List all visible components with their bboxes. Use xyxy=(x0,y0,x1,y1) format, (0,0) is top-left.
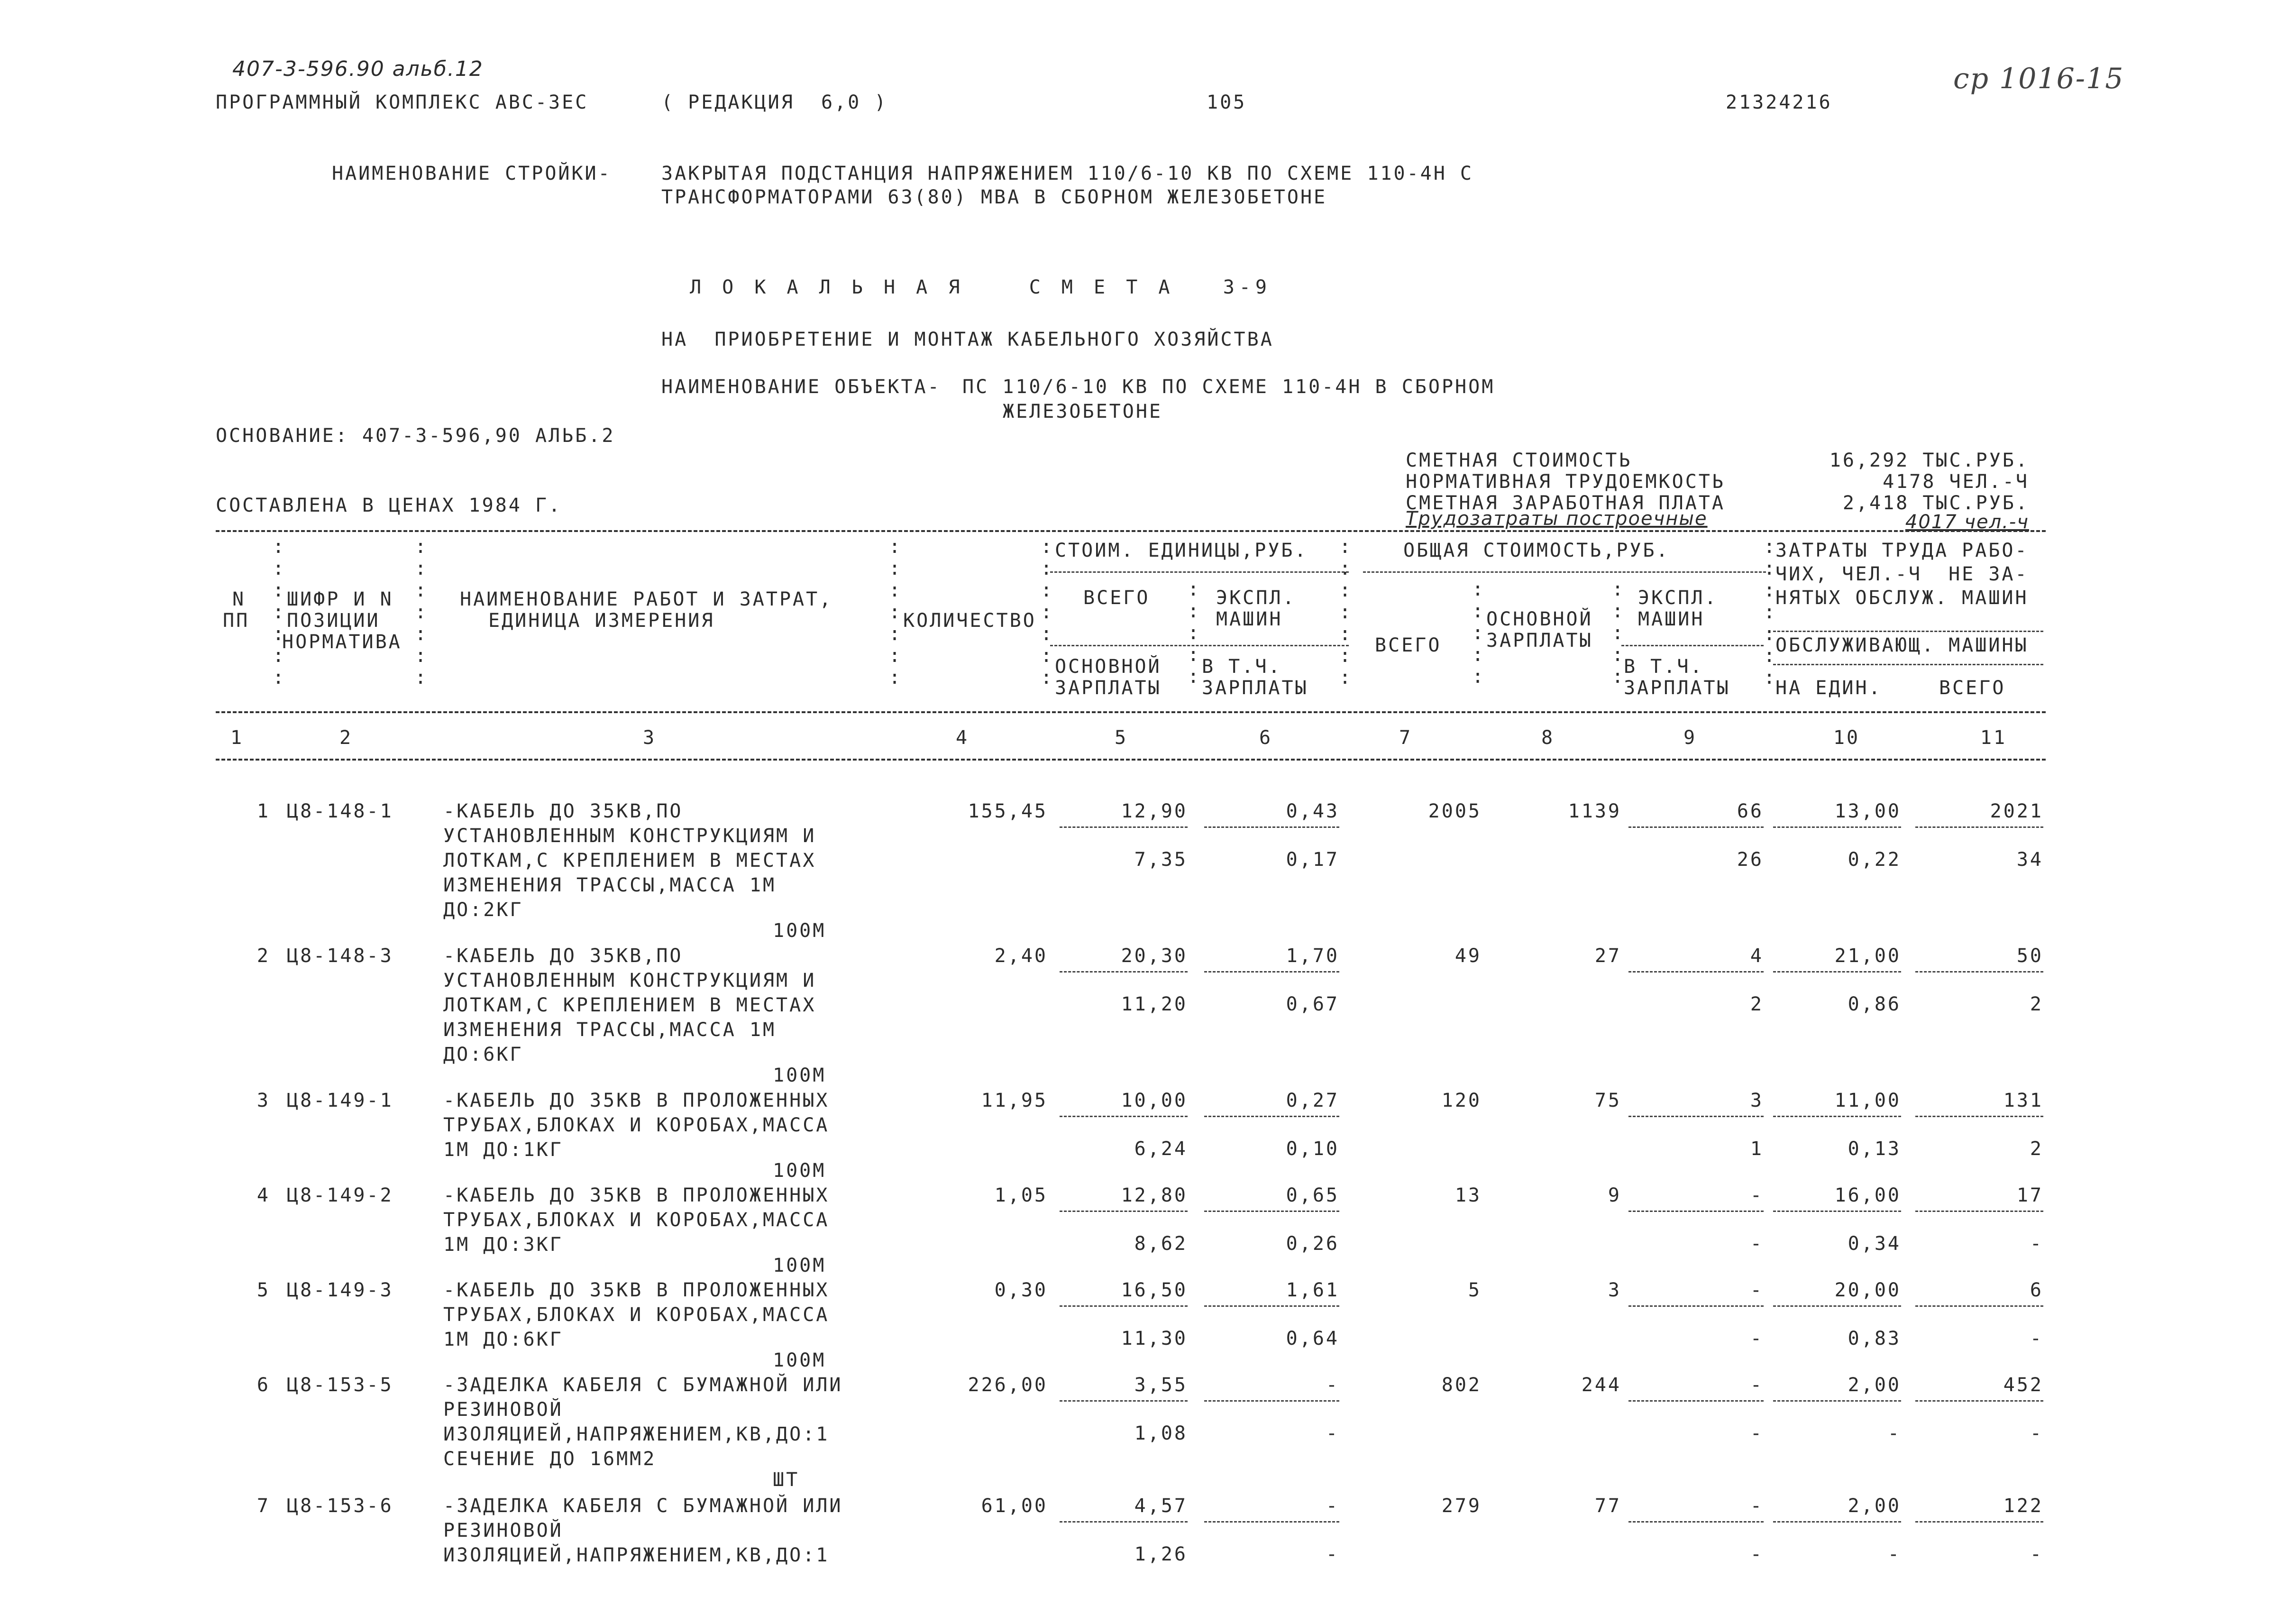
row-labor-unit: 16,00 xyxy=(1834,1184,1901,1206)
colnum-8: 8 xyxy=(1541,727,1555,749)
row-labor-total2: 2 xyxy=(2030,993,2043,1015)
hdr-n2: ПП xyxy=(223,610,250,632)
hdr-labor3: НЯТЫХ ОБСЛУЖ. МАШИН xyxy=(1775,587,2029,609)
row-labor-total: 50 xyxy=(2016,945,2043,967)
row-qty: 226,00 xyxy=(968,1374,1048,1396)
summary-labor-value: 4178 ЧЕЛ.-Ч xyxy=(1883,471,2029,493)
row-rule-tmach xyxy=(1628,1305,1764,1307)
row-unit-total: 16,50 xyxy=(1121,1279,1188,1301)
row-labor-unit: 2,00 xyxy=(1848,1374,1901,1396)
row-unit-wage: 11,30 xyxy=(1121,1328,1188,1349)
row-rule-ltotal xyxy=(1915,1400,2043,1402)
row-unit-total: 10,00 xyxy=(1121,1090,1188,1111)
rule-total-cost xyxy=(1363,571,1766,573)
row-unit-mach-wage: 0,64 xyxy=(1286,1328,1339,1349)
row-name-line: -ЗАДЕЛКА КАБЕЛЯ С БУМАЖНОЙ ИЛИ xyxy=(443,1374,843,1396)
row-total-mach-wage: - xyxy=(1750,1543,1764,1565)
row-number: 3 xyxy=(256,1090,270,1111)
hdr-basic1: ОСНОВНОЙ xyxy=(1055,656,1162,678)
row-total-mach-wage: - xyxy=(1750,1233,1764,1255)
row-rule-lunit xyxy=(1773,1521,1901,1523)
hdr-labor4: ОБСЛУЖИВАЮЩ. МАШИНЫ xyxy=(1775,634,2029,656)
row-qty: 11,95 xyxy=(981,1090,1048,1111)
row-unit-mach-wage: 0,10 xyxy=(1286,1138,1339,1160)
colnum-3: 3 xyxy=(642,727,657,749)
row-unit-total: 4,57 xyxy=(1134,1495,1188,1517)
hdr-incl1: В Т.Ч. xyxy=(1202,656,1282,678)
sep-8: : : : : : xyxy=(1612,578,1626,688)
row-labor-total2: 2 xyxy=(2030,1138,2043,1160)
prices-year: СОСТАВЛЕНА В ЦЕНАХ 1984 Г. xyxy=(216,495,562,516)
row-name-line: ИЗМЕНЕНИЯ ТРАССЫ,МАССА 1М xyxy=(443,874,777,896)
row-total: 13 xyxy=(1454,1184,1482,1206)
rule-labor-2 xyxy=(1773,664,2043,665)
row-labor-unit2: - xyxy=(1887,1543,1901,1565)
row-number: 4 xyxy=(256,1184,270,1206)
row-rule-unit xyxy=(1060,1305,1188,1307)
row-rule-mach xyxy=(1204,1116,1339,1117)
row-unit-wage: 1,26 xyxy=(1134,1543,1188,1565)
row-total: 120 xyxy=(1441,1090,1482,1111)
row-code: Ц8-153-5 xyxy=(287,1374,393,1396)
hdr-code1: ШИФР И N xyxy=(287,588,393,610)
sep-5: : : : : : xyxy=(1188,578,1201,688)
row-number: 6 xyxy=(256,1374,270,1396)
row-total-mach: - xyxy=(1750,1495,1764,1517)
rule-mach-2 xyxy=(1621,645,1764,646)
row-labor-unit2: 0,13 xyxy=(1848,1138,1901,1160)
row-unit: 100М xyxy=(773,1349,826,1371)
summary-cost-label: СМЕТНАЯ СТОИМОСТЬ xyxy=(1406,450,1632,471)
basis: ОСНОВАНИЕ: 407-3-596,90 АЛЬБ.2 xyxy=(216,425,615,447)
row-qty: 155,45 xyxy=(968,800,1048,822)
colnum-7: 7 xyxy=(1399,727,1413,749)
sep-7: : : : : : xyxy=(1472,578,1486,688)
row-unit-wage: 8,62 xyxy=(1134,1233,1188,1255)
hdr-basic4: ЗАРПЛАТЫ xyxy=(1486,630,1593,651)
row-unit-total: 20,30 xyxy=(1121,945,1188,967)
row-qty: 2,40 xyxy=(994,945,1048,967)
row-labor-unit: 20,00 xyxy=(1834,1279,1901,1301)
object-line2: ЖЕЛЕЗОБЕТОНЕ xyxy=(1003,401,1162,422)
rule-unit-cost xyxy=(1050,571,1349,573)
row-name-line: УСТАНОВЛЕННЫМ КОНСТРУКЦИЯМ И xyxy=(443,970,816,991)
row-number: 7 xyxy=(256,1495,270,1517)
row-labor-total: 122 xyxy=(2003,1495,2043,1517)
row-qty: 1,05 xyxy=(994,1184,1048,1206)
row-unit-mach-wage: 0,67 xyxy=(1286,993,1339,1015)
hdr-qty: КОЛИЧЕСТВО xyxy=(903,610,1036,632)
hdr-incl2: ЗАРПЛАТЫ xyxy=(1202,677,1308,699)
row-rule-tmach xyxy=(1628,1400,1764,1402)
row-total: 802 xyxy=(1441,1374,1482,1396)
row-rule-mach xyxy=(1204,1400,1339,1402)
hdr-total-cost: ОБЩАЯ СТОИМОСТЬ,РУБ. xyxy=(1403,540,1670,561)
hdr-name1: НАИМЕНОВАНИЕ РАБОТ И ЗАТРАТ, xyxy=(460,588,833,610)
page-number: 105 xyxy=(1207,92,1247,113)
row-number: 1 xyxy=(256,800,270,822)
hdr-per-unit: НА ЕДИН. xyxy=(1775,677,1882,699)
row-rule-tmach xyxy=(1628,971,1764,973)
summary-labor-label: НОРМАТИВНАЯ ТРУДОЕМКОСТЬ xyxy=(1406,471,1725,493)
row-labor-unit: 21,00 xyxy=(1834,945,1901,967)
row-name-line: ИЗМЕНЕНИЯ ТРАССЫ,МАССА 1М xyxy=(443,1019,777,1041)
row-code: Ц8-149-2 xyxy=(287,1184,393,1206)
row-rule-tmach xyxy=(1628,1521,1764,1523)
row-rule-mach xyxy=(1204,1305,1339,1307)
hdr-mach2: МАШИН xyxy=(1216,608,1283,630)
row-labor-total: 452 xyxy=(2003,1374,2043,1396)
row-name-line: -КАБЕЛЬ ДО 35КВ В ПРОЛОЖЕННЫХ xyxy=(443,1090,830,1111)
album-code: 407-3-596.90 альб.12 xyxy=(232,57,484,81)
row-rule-mach xyxy=(1204,1521,1339,1523)
row-total-mach: - xyxy=(1750,1184,1764,1206)
row-unit: 100М xyxy=(773,920,826,942)
row-rule-lunit xyxy=(1773,971,1901,973)
row-total-mach-wage: 26 xyxy=(1737,849,1764,871)
row-name-line: РЕЗИНОВОЙ xyxy=(443,1399,563,1421)
row-name-line: -КАБЕЛЬ ДО 35КВ В ПРОЛОЖЕННЫХ xyxy=(443,1184,830,1206)
summary-cost-value: 16,292 ТЫС.РУБ. xyxy=(1829,450,2029,471)
row-rule-tmach xyxy=(1628,1211,1764,1212)
row-rule-lunit xyxy=(1773,1400,1901,1402)
hdr-mach1: ЭКСПЛ. xyxy=(1216,587,1296,609)
row-rule-lunit xyxy=(1773,1305,1901,1307)
row-total-wage: 3 xyxy=(1608,1279,1621,1301)
row-labor-total2: - xyxy=(2030,1543,2043,1565)
row-name-line: ТРУБАХ,БЛОКАХ И КОРОБАХ,МАССА xyxy=(443,1209,830,1231)
sep-9: : : : : : : : xyxy=(1764,536,1777,688)
row-code: Ц8-149-1 xyxy=(287,1090,393,1111)
row-code: Ц8-149-3 xyxy=(287,1279,393,1301)
row-name-line: -КАБЕЛЬ ДО 35КВ В ПРОЛОЖЕННЫХ xyxy=(443,1279,830,1301)
hdr-labor1: ЗАТРАТЫ ТРУДА РАБО- xyxy=(1775,540,2029,561)
row-name-line: -КАБЕЛЬ ДО 35КВ,ПО xyxy=(443,945,683,967)
row-code: Ц8-148-3 xyxy=(287,945,393,967)
row-number: 2 xyxy=(256,945,270,967)
row-unit-mach: 0,65 xyxy=(1286,1184,1339,1206)
row-labor-unit2: 0,83 xyxy=(1848,1328,1901,1349)
row-labor-total2: - xyxy=(2030,1233,2043,1255)
row-labor-total: 2021 xyxy=(1990,800,2043,822)
rule-top xyxy=(216,530,2046,532)
hdr-code3: НОРМАТИВА xyxy=(282,631,402,653)
row-unit-mach: 0,43 xyxy=(1286,800,1339,822)
row-name-line: РЕЗИНОВОЙ xyxy=(443,1520,563,1541)
row-rule-lunit xyxy=(1773,1116,1901,1117)
colnum-9: 9 xyxy=(1683,727,1697,749)
row-name-line: ИЗОЛЯЦИЕЙ,НАПРЯЖЕНИЕМ,КВ,ДО:1 xyxy=(443,1544,830,1566)
row-total-wage: 75 xyxy=(1594,1090,1621,1111)
row-labor-total2: 34 xyxy=(2016,849,2043,871)
row-total-mach: - xyxy=(1750,1279,1764,1301)
colnum-5: 5 xyxy=(1114,727,1128,749)
hdr-all2: ВСЕГО xyxy=(1375,634,1442,656)
row-name-line: ЛОТКАМ,С КРЕПЛЕНИЕМ В МЕСТАХ xyxy=(443,850,816,872)
row-total-mach-wage: - xyxy=(1750,1328,1764,1349)
row-total-mach: - xyxy=(1750,1374,1764,1396)
row-total-wage: 1139 xyxy=(1568,800,1621,822)
sep-1: : : : : : : : xyxy=(273,536,286,688)
row-total-wage: 77 xyxy=(1594,1495,1621,1517)
row-total-wage: 244 xyxy=(1581,1374,1621,1396)
colnum-10: 10 xyxy=(1833,727,1860,749)
row-rule-ltotal xyxy=(1915,971,2043,973)
row-labor-total2: - xyxy=(2030,1328,2043,1349)
row-unit-mach: - xyxy=(1326,1374,1339,1396)
object-label: НАИМЕНОВАНИЕ ОБЪЕКТА- xyxy=(661,376,941,398)
row-total: 279 xyxy=(1441,1495,1482,1517)
colnum-11: 11 xyxy=(1980,727,2007,749)
row-unit-mach-wage: - xyxy=(1326,1422,1339,1444)
row-total-wage: 9 xyxy=(1608,1184,1621,1206)
row-labor-total: 17 xyxy=(2016,1184,2043,1206)
row-unit-wage: 11,20 xyxy=(1121,993,1188,1015)
hdr-n1: N xyxy=(232,588,246,610)
hdr-code2: ПОЗИЦИИ xyxy=(287,610,380,632)
row-unit-mach: 1,61 xyxy=(1286,1279,1339,1301)
row-code: Ц8-153-6 xyxy=(287,1495,393,1517)
row-labor-unit2: 0,86 xyxy=(1848,993,1901,1015)
row-labor-unit2: 0,34 xyxy=(1848,1233,1901,1255)
row-unit-total: 3,55 xyxy=(1134,1374,1188,1396)
row-total-mach-wage: - xyxy=(1750,1422,1764,1444)
row-labor-total: 6 xyxy=(2030,1279,2043,1301)
row-rule-lunit xyxy=(1773,1211,1901,1212)
row-unit: 100М xyxy=(773,1064,826,1086)
row-total: 5 xyxy=(1468,1279,1482,1301)
row-rule-unit xyxy=(1060,1116,1188,1117)
row-total: 2005 xyxy=(1428,800,1482,822)
row-rule-tmach xyxy=(1628,1116,1764,1117)
colnum-4: 4 xyxy=(955,727,970,749)
estimate-subject: НА ПРИОБРЕТЕНИЕ И МОНТАЖ КАБЕЛЬНОГО ХОЗЯЙСТВА xyxy=(661,329,1274,350)
row-name-line: ТРУБАХ,БЛОКАХ И КОРОБАХ,МАССА xyxy=(443,1114,830,1136)
rule-header-bottom xyxy=(216,711,2046,713)
handwritten-stamp: ср 1016-15 xyxy=(1953,62,2124,95)
row-unit-mach-wage: 0,17 xyxy=(1286,849,1339,871)
hdr-unit-cost: СТОИМ. ЕДИНИЦЫ,РУБ. xyxy=(1055,540,1308,561)
row-qty: 0,30 xyxy=(994,1279,1048,1301)
row-total-mach-wage: 2 xyxy=(1750,993,1764,1015)
object-line1: ПС 110/6-10 КВ ПО СХЕМЕ 110-4Н В СБОРНОМ xyxy=(962,376,1495,398)
row-labor-total2: - xyxy=(2030,1422,2043,1444)
sep-6: : : : : : : : xyxy=(1339,536,1353,688)
row-labor-unit2: - xyxy=(1887,1422,1901,1444)
row-number: 5 xyxy=(256,1279,270,1301)
colnum-1: 1 xyxy=(230,727,244,749)
construction-label: НАИМЕНОВАНИЕ СТРОЙКИ- xyxy=(332,163,612,184)
row-name-line: СЕЧЕНИЕ ДО 16ММ2 xyxy=(443,1448,657,1470)
row-unit-mach: - xyxy=(1326,1495,1339,1517)
row-labor-total: 131 xyxy=(2003,1090,2043,1111)
row-unit-wage: 7,35 xyxy=(1134,849,1188,871)
row-total-wage: 27 xyxy=(1594,945,1621,967)
row-rule-tmach xyxy=(1628,826,1764,828)
row-name-line: ДО:6КГ xyxy=(443,1044,523,1065)
hdr-name2: ЕДИНИЦА ИЗМЕРЕНИЯ xyxy=(488,610,715,632)
rule-colnum-bottom xyxy=(216,759,2046,761)
colnum-2: 2 xyxy=(339,727,353,749)
estimate-title: Л О К А Л Ь Н А Я С М Е Т А 3-9 xyxy=(690,276,1271,298)
hdr-incl3: В Т.Ч. xyxy=(1624,656,1704,678)
row-rule-unit xyxy=(1060,826,1188,828)
row-labor-unit: 13,00 xyxy=(1834,800,1901,822)
hdr-labor-total: ВСЕГО xyxy=(1939,677,2006,699)
row-rule-unit xyxy=(1060,1211,1188,1212)
row-labor-unit2: 0,22 xyxy=(1848,849,1901,871)
row-name-line: ДО:2КГ xyxy=(443,899,523,921)
row-unit: 100М xyxy=(773,1255,826,1276)
summary-hand-label: Трудозатраты построечные xyxy=(1406,508,1708,530)
construction-line1: ЗАКРЫТАЯ ПОДСТАНЦИЯ НАПРЯЖЕНИЕМ 110/6-10 КВ ПО СХЕМЕ 110-4Н С xyxy=(661,163,1474,184)
row-unit: ШТ xyxy=(773,1469,800,1491)
row-unit-mach: 0,27 xyxy=(1286,1090,1339,1111)
row-labor-unit: 2,00 xyxy=(1848,1495,1901,1517)
row-unit-mach-wage: 0,26 xyxy=(1286,1233,1339,1255)
construction-line2: ТРАНСФОРМАТОРАМИ 63(80) МВА В СБОРНОМ ЖЕЛЕЗОБЕТОНЕ xyxy=(661,186,1327,208)
row-total-mach: 4 xyxy=(1750,945,1764,967)
row-name-line: 1М ДО:6КГ xyxy=(443,1329,563,1350)
hdr-labor2: ЧИХ, ЧЕЛ.-Ч НЕ ЗА- xyxy=(1775,563,2029,585)
row-total: 49 xyxy=(1454,945,1482,967)
doc-number: 21324216 xyxy=(1726,92,1832,113)
row-name-line: 1М ДО:3КГ xyxy=(443,1234,563,1256)
hdr-incl4: ЗАРПЛАТЫ xyxy=(1624,677,1730,699)
row-unit: 100М xyxy=(773,1160,826,1182)
row-unit-mach-wage: - xyxy=(1326,1543,1339,1565)
hdr-basic3: ОСНОВНОЙ xyxy=(1486,608,1593,630)
program-name: ПРОГРАММНЫЙ КОМПЛЕКС АВС-3ЕС xyxy=(216,92,589,113)
sep-4: : : : : : : : xyxy=(1041,536,1054,688)
row-labor-unit: 11,00 xyxy=(1834,1090,1901,1111)
row-rule-unit xyxy=(1060,1400,1188,1402)
sep-2: : : : : : : : xyxy=(415,536,429,688)
hdr-basic2: ЗАРПЛАТЫ xyxy=(1055,677,1162,699)
row-name-line: УСТАНОВЛЕННЫМ КОНСТРУКЦИЯМ И xyxy=(443,825,816,847)
colnum-6: 6 xyxy=(1259,727,1273,749)
summary-hand-value: 4017 чел.-ч xyxy=(1905,511,2029,533)
row-unit-total: 12,80 xyxy=(1121,1184,1188,1206)
row-rule-mach xyxy=(1204,971,1339,973)
row-name-line: ТРУБАХ,БЛОКАХ И КОРОБАХ,МАССА xyxy=(443,1304,830,1326)
row-rule-unit xyxy=(1060,1521,1188,1523)
rule-labor-1 xyxy=(1773,631,2043,632)
sep-3: : : : : : : : xyxy=(889,536,903,688)
summary-wage-value: 2,418 ТЫС.РУБ. xyxy=(1842,492,2029,514)
row-rule-ltotal xyxy=(1915,1211,2043,1212)
summary-wage-label: СМЕТНАЯ ЗАРАБОТНАЯ ПЛАТА xyxy=(1406,492,1725,514)
row-unit-wage: 1,08 xyxy=(1134,1422,1188,1444)
row-rule-ltotal xyxy=(1915,1305,2043,1307)
row-qty: 61,00 xyxy=(981,1495,1048,1517)
row-rule-ltotal xyxy=(1915,826,2043,828)
row-name-line: -КАБЕЛЬ ДО 35КВ,ПО xyxy=(443,800,683,822)
row-total-mach-wage: 1 xyxy=(1750,1138,1764,1160)
row-name-line: -ЗАДЕЛКА КАБЕЛЯ С БУМАЖНОЙ ИЛИ xyxy=(443,1495,843,1517)
row-name-line: ИЗОЛЯЦИЕЙ,НАПРЯЖЕНИЕМ,КВ,ДО:1 xyxy=(443,1423,830,1445)
row-total-mach: 66 xyxy=(1737,800,1764,822)
row-code: Ц8-148-1 xyxy=(287,800,393,822)
row-name-line: 1М ДО:1КГ xyxy=(443,1139,563,1161)
edition: ( РЕДАКЦИЯ 6,0 ) xyxy=(661,92,888,113)
row-total-mach: 3 xyxy=(1750,1090,1764,1111)
row-rule-mach xyxy=(1204,826,1339,828)
row-rule-ltotal xyxy=(1915,1521,2043,1523)
row-rule-ltotal xyxy=(1915,1116,2043,1117)
row-rule-unit xyxy=(1060,971,1188,973)
hdr-mach3: ЭКСПЛ. xyxy=(1638,587,1718,609)
hdr-all1: ВСЕГО xyxy=(1083,587,1150,609)
row-unit-wage: 6,24 xyxy=(1134,1138,1188,1160)
row-name-line: ЛОТКАМ,С КРЕПЛЕНИЕМ В МЕСТАХ xyxy=(443,994,816,1016)
row-unit-total: 12,90 xyxy=(1121,800,1188,822)
hdr-mach4: МАШИН xyxy=(1638,608,1705,630)
row-unit-mach: 1,70 xyxy=(1286,945,1339,967)
row-rule-lunit xyxy=(1773,826,1901,828)
row-rule-mach xyxy=(1204,1211,1339,1212)
